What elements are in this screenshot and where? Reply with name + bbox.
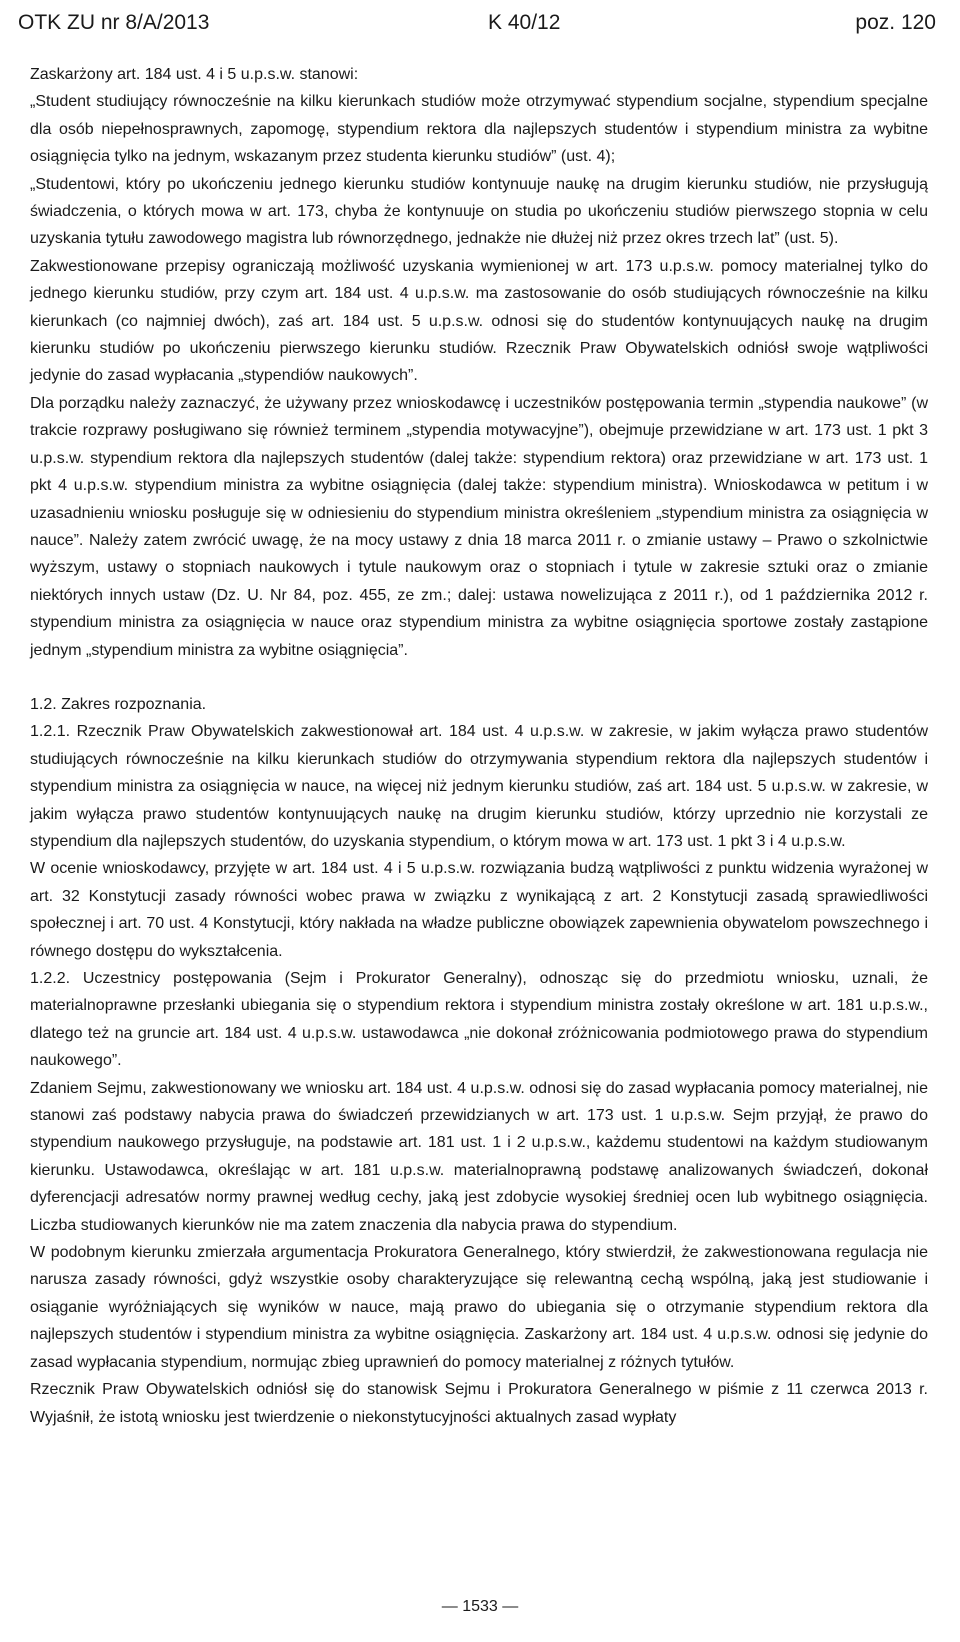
document-body	[30, 61, 928, 1431]
paragraph: Dla porządku należy zaznaczyć, że używany przez wnioskodawcę i uczestników postępowania termin „stypendia naukowe” (w trakcie rozprawy posługiwano się również terminem „stypendia motywacyjne”), obejmuje przewidziane w art. 173 ust. 1 pkt 3 u.p.s.w. stypendium rektora dla najlepszych studentów (dalej także: stypendium rektora) oraz przewidziane w art. 173 ust. 1 pkt 4 u.p.s.w. stypendium ministra za wybitne osiągnięcia (dalej także: stypendium ministra). Wnioskodawca w petitum i w uzasadnieniu wniosku posługuje się w odniesieniu do stypendium ministra określeniem „stypendium ministra za osiągnięcia w nauce”. Należy zatem zwrócić uwagę, że na mocy ustawy z dnia 18 marca 2011 r. o zmianie ustawy – Prawo o szkolnictwie wyższym, ustawy o stopniach naukowych i tytule naukowym oraz o stopniach i tytule w zakresie sztuki oraz o zmianie niektórych innych ustaw (Dz. U. Nr 84, poz. 455, ze zm.; dalej: ustawa nowelizująca z 2011 r.), od 1 października 2012 r. stypendium ministra za osiągnięcia w nauce oraz stypendium ministra za wybitne osiągnięcia sportowe zostały zastąpione jednym „stypendium ministra za wybitne osiągnięcia”.	[30, 394, 928, 659]
paragraph: 1.2.2. Uczestnicy postępowania (Sejm i Prokurator Generalny), odnosząc się do przedmiotu wniosku, uznali, że materialnoprawne przesłanki ubiegania się o stypendium rektora i stypendium ministra zostały określone w art. 181 u.p.s.w., dlatego też na gruncie art. 184 ust. 4 u.p.s.w. ustawodawca „nie dokonał zróżnicowania podmiotowego prawa do stypendium naukowego”.	[30, 970, 928, 1070]
journal-reference: OTK ZU nr 8/A/2013	[18, 11, 210, 34]
paragraph: Zaskarżony art. 184 ust. 4 i 5 u.p.s.w. stanowi:	[30, 66, 359, 83]
page-number: — 1533 —	[441, 1598, 519, 1615]
position-number: poz. 120	[855, 11, 936, 34]
paragraph: „Studentowi, który po ukończeniu jednego kierunku studiów kontynuuje naukę na drugim kierunku studiów, nie przysługują świadczenia, o których mowa w art. 173, chyba że kontynuuje on studia po ukończeniu studiów pierwszego stopnia w celu uzyskania tytułu zawodowego magistra lub równorzędnego, jednakże nie dłużej niż przez okres trzech lat” (ust. 5).	[30, 175, 928, 248]
paragraph: W podobnym kierunku zmierzała argumentacja Prokuratora Generalnego, który stwierdził, że zakwestionowana regulacja nie narusza zasady równości, gdyż wszystkie osoby charakteryzujące się relewantną cechą wspólną, jaką jest studiowanie i osiąganie wyróżniających się wyników w nauce, mają prawo do ubiegania się o otrzymanie stypendium rektora dla najlepszych studentów i stypendium ministra za wybitne osiągnięcia. Zaskarżony art. 184 ust. 4 u.p.s.w. odnosi się jedynie do zasad wypłacania stypendium, normując zbieg uprawnień do pomocy materialnej z różnych tytułów.	[30, 1244, 928, 1371]
paragraph: Rzecznik Praw Obywatelskich odniósł się do stanowisk Sejmu i Prokuratora Generalnego w piśmie z 11 czerwca 2013 r. Wyjaśnił, że istotą wniosku jest twierdzenie o niekonstytucyjności aktualnych zasad wypłaty	[30, 1381, 928, 1426]
section-heading: 1.2. Zakres rozpoznania.	[30, 695, 207, 713]
case-number: K 40/12	[488, 11, 561, 34]
paragraph: Zdaniem Sejmu, zakwestionowany we wniosku art. 184 ust. 4 u.p.s.w. odnosi się do zasad wypłacania pomocy materialnej, nie stanowi zaś podstawy nabycia prawa do świadczeń przewidzianych w art. 173 ust. 1 u.p.s.w. Sejm przyjął, że prawo do stypendium naukowego przysługuje, na podstawie art. 181 ust. 1 i 2 u.p.s.w., każdemu studentowi na każdym studiowanym kierunku. Ustawodawca, określając w art. 181 u.p.s.w. materialnoprawną podstawę analizowanych świadczeń, dokonał dyferencjacji adresatów normy prawnej według cechy, jaką jest zdobycie wysokiej średniej ocen lub wybitnego osiągnięcia. Liczba studiowanych kierunków nie ma zatem znaczenia dla nabycia prawa do stypendium.	[30, 1079, 928, 1234]
paragraph: W ocenie wnioskodawcy, przyjęte w art. 184 ust. 4 i 5 u.p.s.w. rozwiązania budzą wątpliwości z punktu widzenia wyrażonej w art. 32 Konstytucji zasady równości wobec prawa w związku z wynikającą z art. 2 Konstytucji zasadą sprawiedliwości społecznej i art. 70 ust. 4 Konstytucji, który nakłada na władze publiczne obowiązek zapewnienia obywatelom powszechnego i równego dostępu do wykształcenia.	[30, 860, 928, 960]
paragraph: „Student studiujący równocześnie na kilku kierunkach studiów może otrzymywać stypendium socjalne, stypendium specjalne dla osób niepełnosprawnych, zapomogę, stypendium rektora dla najlepszych studentów i stypendium ministra za wybitne osiągnięcia tylko na jednym, wskazanym przez studenta kierunku studiów” (ust. 4);	[30, 93, 928, 166]
page-header	[18, 6, 936, 40]
paragraph: 1.2.1. Rzecznik Praw Obywatelskich zakwestionował art. 184 ust. 4 u.p.s.w. w zakresie, w jakim wyłącza prawo studentów studiujących równocześnie na kilku kierunkach studiów do otrzymywania stypendium rektora dla najlepszych studentów i stypendium ministra za osiągnięcia w nauce, na więcej niż jednym kierunku studiów, zaś art. 184 ust. 5 u.p.s.w. w zakresie, w jakim wyłącza prawo studentów kontynuujących naukę na drugim kierunku studiów, którzy uprzednio nie korzystali ze stypendium dla najlepszych studentów, do uzyskania stypendium, o którym mowa w art. 173 ust. 1 pkt 3 i 4 u.p.s.w.	[30, 723, 928, 850]
paragraph: Zakwestionowane przepisy ograniczają możliwość uzyskania wymienionej w art. 173 u.p.s.w. pomocy materialnej tylko do jednego kierunku studiów, przy czym art. 184 ust. 4 u.p.s.w. ma zastosowanie do osób studiujących równocześnie na kilku kierunkach (co najmniej dwóch), zaś art. 184 ust. 5 u.p.s.w. odnosi się do studentów kontynuujących naukę na drugim kierunku studiów po ukończeniu pierwszego kierunku studiów. Rzecznik Praw Obywatelskich odniósł swoje wątpliwości jedynie do zasad wypłacania „stypendiów naukowych”.	[30, 257, 928, 385]
